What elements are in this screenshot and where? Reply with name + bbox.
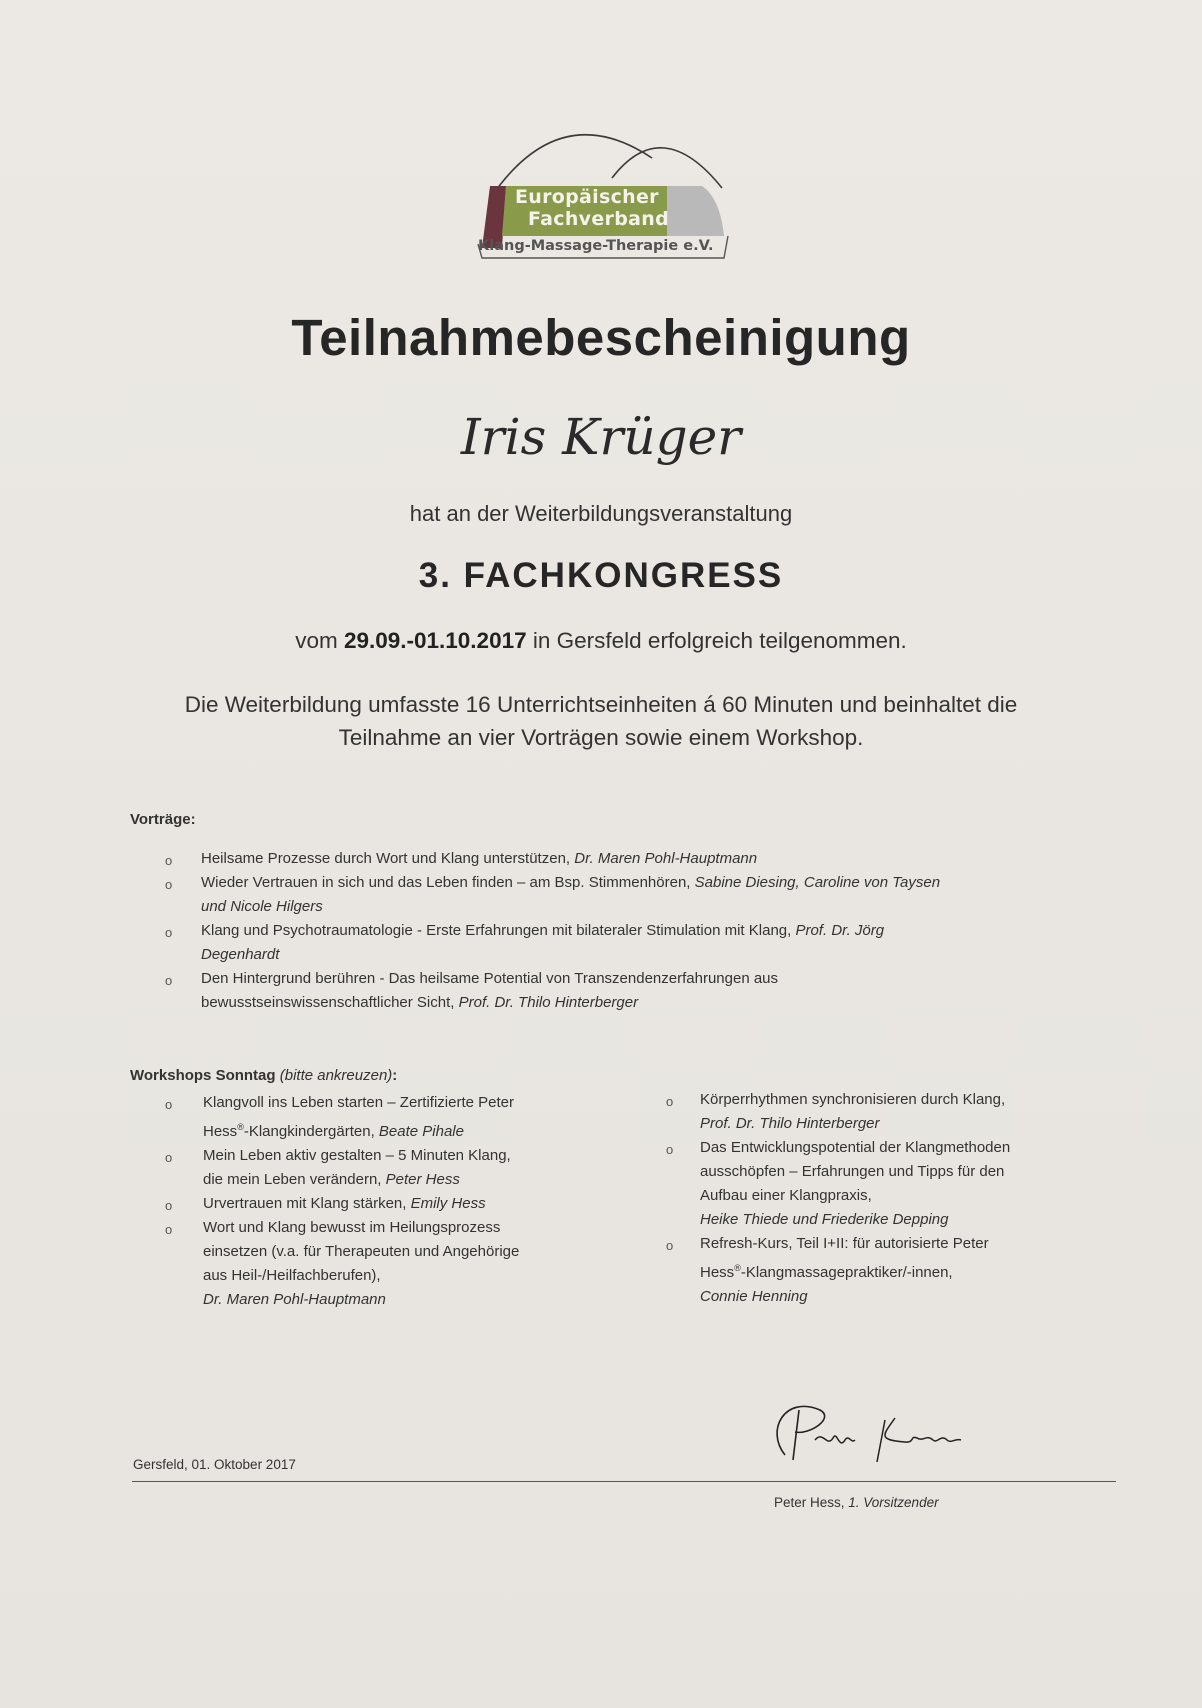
checkbox-circle-icon[interactable]: o: [666, 1238, 674, 1253]
bullet-icon: o: [165, 925, 173, 940]
workshop-option[interactable]: o Urvertrauen mit Klang stärken, Emily Hess: [203, 1192, 623, 1216]
training-description: [0, 688, 1202, 754]
logo-text-line2: Fachverband: [528, 208, 669, 230]
place-and-date: Gersfeld, 01. Oktober 2017: [133, 1457, 296, 1472]
lecture-item: o Heilsame Prozesse durch Wort und Klang unterstützen, Dr. Maren Pohl-Hauptmann: [201, 847, 1101, 871]
workshop-option[interactable]: o Klangvoll ins Leben starten – Zertifizierte Peter Hess®-Klangkindergärten, Beate Pihale: [165, 1094, 514, 1140]
logo-text-line1: Europäischer: [515, 186, 659, 208]
bullet-icon: o: [165, 853, 173, 868]
description-line1: Die Weiterbildung umfasste 16 Unterrichtseinheiten á 60 Minuten und beinhaltet die: [184, 692, 1018, 717]
workshop-option[interactable]: o Refresh-Kurs, Teil I+II: für autorisierte Peter Hess®-Klangmassagepraktiker/-innen, Connie Henning: [666, 1235, 989, 1305]
checkbox-circle-icon[interactable]: o: [165, 1222, 173, 1237]
workshops-left-list: [165, 1091, 623, 1312]
certificate-title: Teilnahmebescheinigung: [291, 309, 911, 366]
logo-text-line3: Klang-Massage-Therapie e.V.: [478, 238, 714, 254]
signature-image: [765, 1390, 975, 1480]
lecture-item: o Klang und Psychotraumatologie - Erste Erfahrungen mit bilateraler Stimulation mit Klang, Prof. Dr. Jörg Degenhardt: [165, 922, 885, 963]
checkbox-circle-icon[interactable]: o: [165, 1150, 173, 1165]
workshops-right-list: [666, 1088, 1100, 1309]
workshop-option[interactable]: o Wort und Klang bewusst im Heilungsprozess einsetzen (v.a. für Therapeuten und Angehörige aus Heil-/Heilfachberufen), Dr. Maren Pohl-Hauptmann: [165, 1219, 520, 1308]
workshop-option[interactable]: o Körperrhythmen synchronisieren durch Klang, Prof. Dr. Thilo Hinterberger: [666, 1091, 1006, 1132]
bullet-icon: o: [165, 973, 173, 988]
description-line2: Teilnahme an vier Vorträgen sowie einem Workshop.: [338, 725, 864, 750]
checkbox-circle-icon[interactable]: o: [165, 1097, 173, 1112]
checkbox-circle-icon[interactable]: o: [165, 1198, 173, 1213]
lectures-heading: Vorträge:: [130, 811, 196, 828]
lectures-list: [165, 847, 1101, 1015]
participant-name: Iris Krüger: [460, 408, 742, 466]
dates-prefix: vom: [295, 628, 344, 653]
signature-divider: [132, 1481, 1116, 1482]
workshop-option[interactable]: o Das Entwicklungspotential der Klangmethoden ausschöpfen – Erfahrungen und Tipps für den Aufbau einer Klangpraxis, Heike Thiede und Friederike Depping: [666, 1139, 1011, 1228]
dates-range: 29.09.-01.10.2017: [343, 628, 527, 653]
bullet-icon: o: [165, 877, 173, 892]
lecture-item: o Wieder Vertrauen in sich und das Leben finden – am Bsp. Stimmenhören, Sabine Diesing, Caroline von Taysen und Nicole Hilgers: [165, 874, 941, 915]
event-title: 3. FACHKONGRESS: [418, 556, 784, 595]
lecture-item: o Den Hintergrund berühren - Das heilsame Potential von Transzendenzerfahrungen aus bewusstseinswissenschaftlicher Sicht, Prof. Dr. Thilo Hinterberger: [165, 970, 779, 1011]
event-dates: [0, 628, 1202, 654]
checkbox-circle-icon[interactable]: o: [666, 1094, 674, 1109]
checkbox-circle-icon[interactable]: o: [666, 1142, 674, 1157]
dates-suffix: in Gersfeld erfolgreich teilgenommen.: [526, 628, 907, 653]
workshop-option[interactable]: o Mein Leben aktiv gestalten – 5 Minuten Klang, die mein Leben verändern, Peter Hess: [165, 1147, 511, 1188]
signer-name: Peter Hess, 1. Vorsitzender: [774, 1495, 939, 1510]
intro-text: hat an der Weiterbildungsveranstaltung: [409, 501, 793, 526]
workshops-heading: Workshops Sonntag (bitte ankreuzen):: [130, 1067, 398, 1084]
